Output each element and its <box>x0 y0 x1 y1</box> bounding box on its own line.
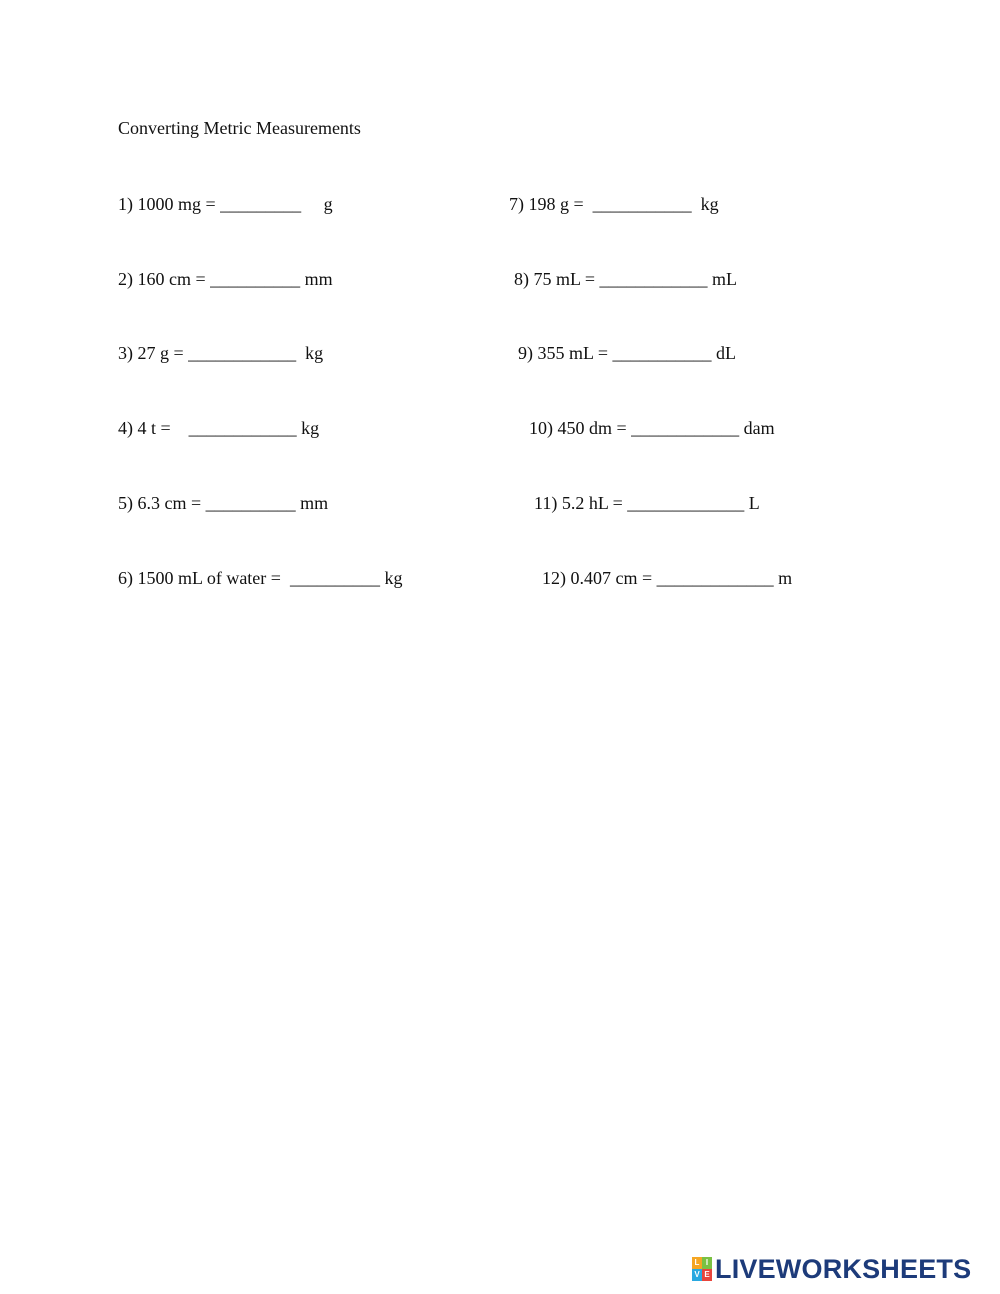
problem-5: 5) 6.3 cm = __________ mm <box>118 493 329 513</box>
problem-11: 11) 5.2 hL = _____________ L <box>534 493 760 513</box>
problem-1: 1) 1000 mg = _________ g <box>118 194 333 214</box>
problem-10: 10) 450 dm = ____________ dam <box>529 418 775 438</box>
logo-tile: E <box>702 1269 712 1281</box>
problem-2: 2) 160 cm = __________ mm <box>118 269 333 289</box>
logo-text: LIVEWORKSHEETS <box>715 1253 972 1284</box>
liveworksheets-logo[interactable] <box>692 1254 971 1284</box>
problem-4: 4) 4 t = ____________ kg <box>118 418 320 438</box>
problem-8: 8) 75 mL = ____________ mL <box>514 269 737 289</box>
logo-tiles-icon <box>692 1257 712 1281</box>
problem-3: 3) 27 g = ____________ kg <box>118 343 324 363</box>
problem-7: 7) 198 g = ___________ kg <box>509 194 719 214</box>
problem-9: 9) 355 mL = ___________ dL <box>518 343 736 363</box>
worksheet-title: Converting Metric Measurements <box>118 118 361 138</box>
logo-tile: V <box>692 1269 702 1281</box>
logo-tile: I <box>702 1257 712 1269</box>
problem-6: 6) 1500 mL of water = __________ kg <box>118 568 403 588</box>
logo-tile: L <box>692 1257 702 1269</box>
problem-12: 12) 0.407 cm = _____________ m <box>542 568 793 588</box>
